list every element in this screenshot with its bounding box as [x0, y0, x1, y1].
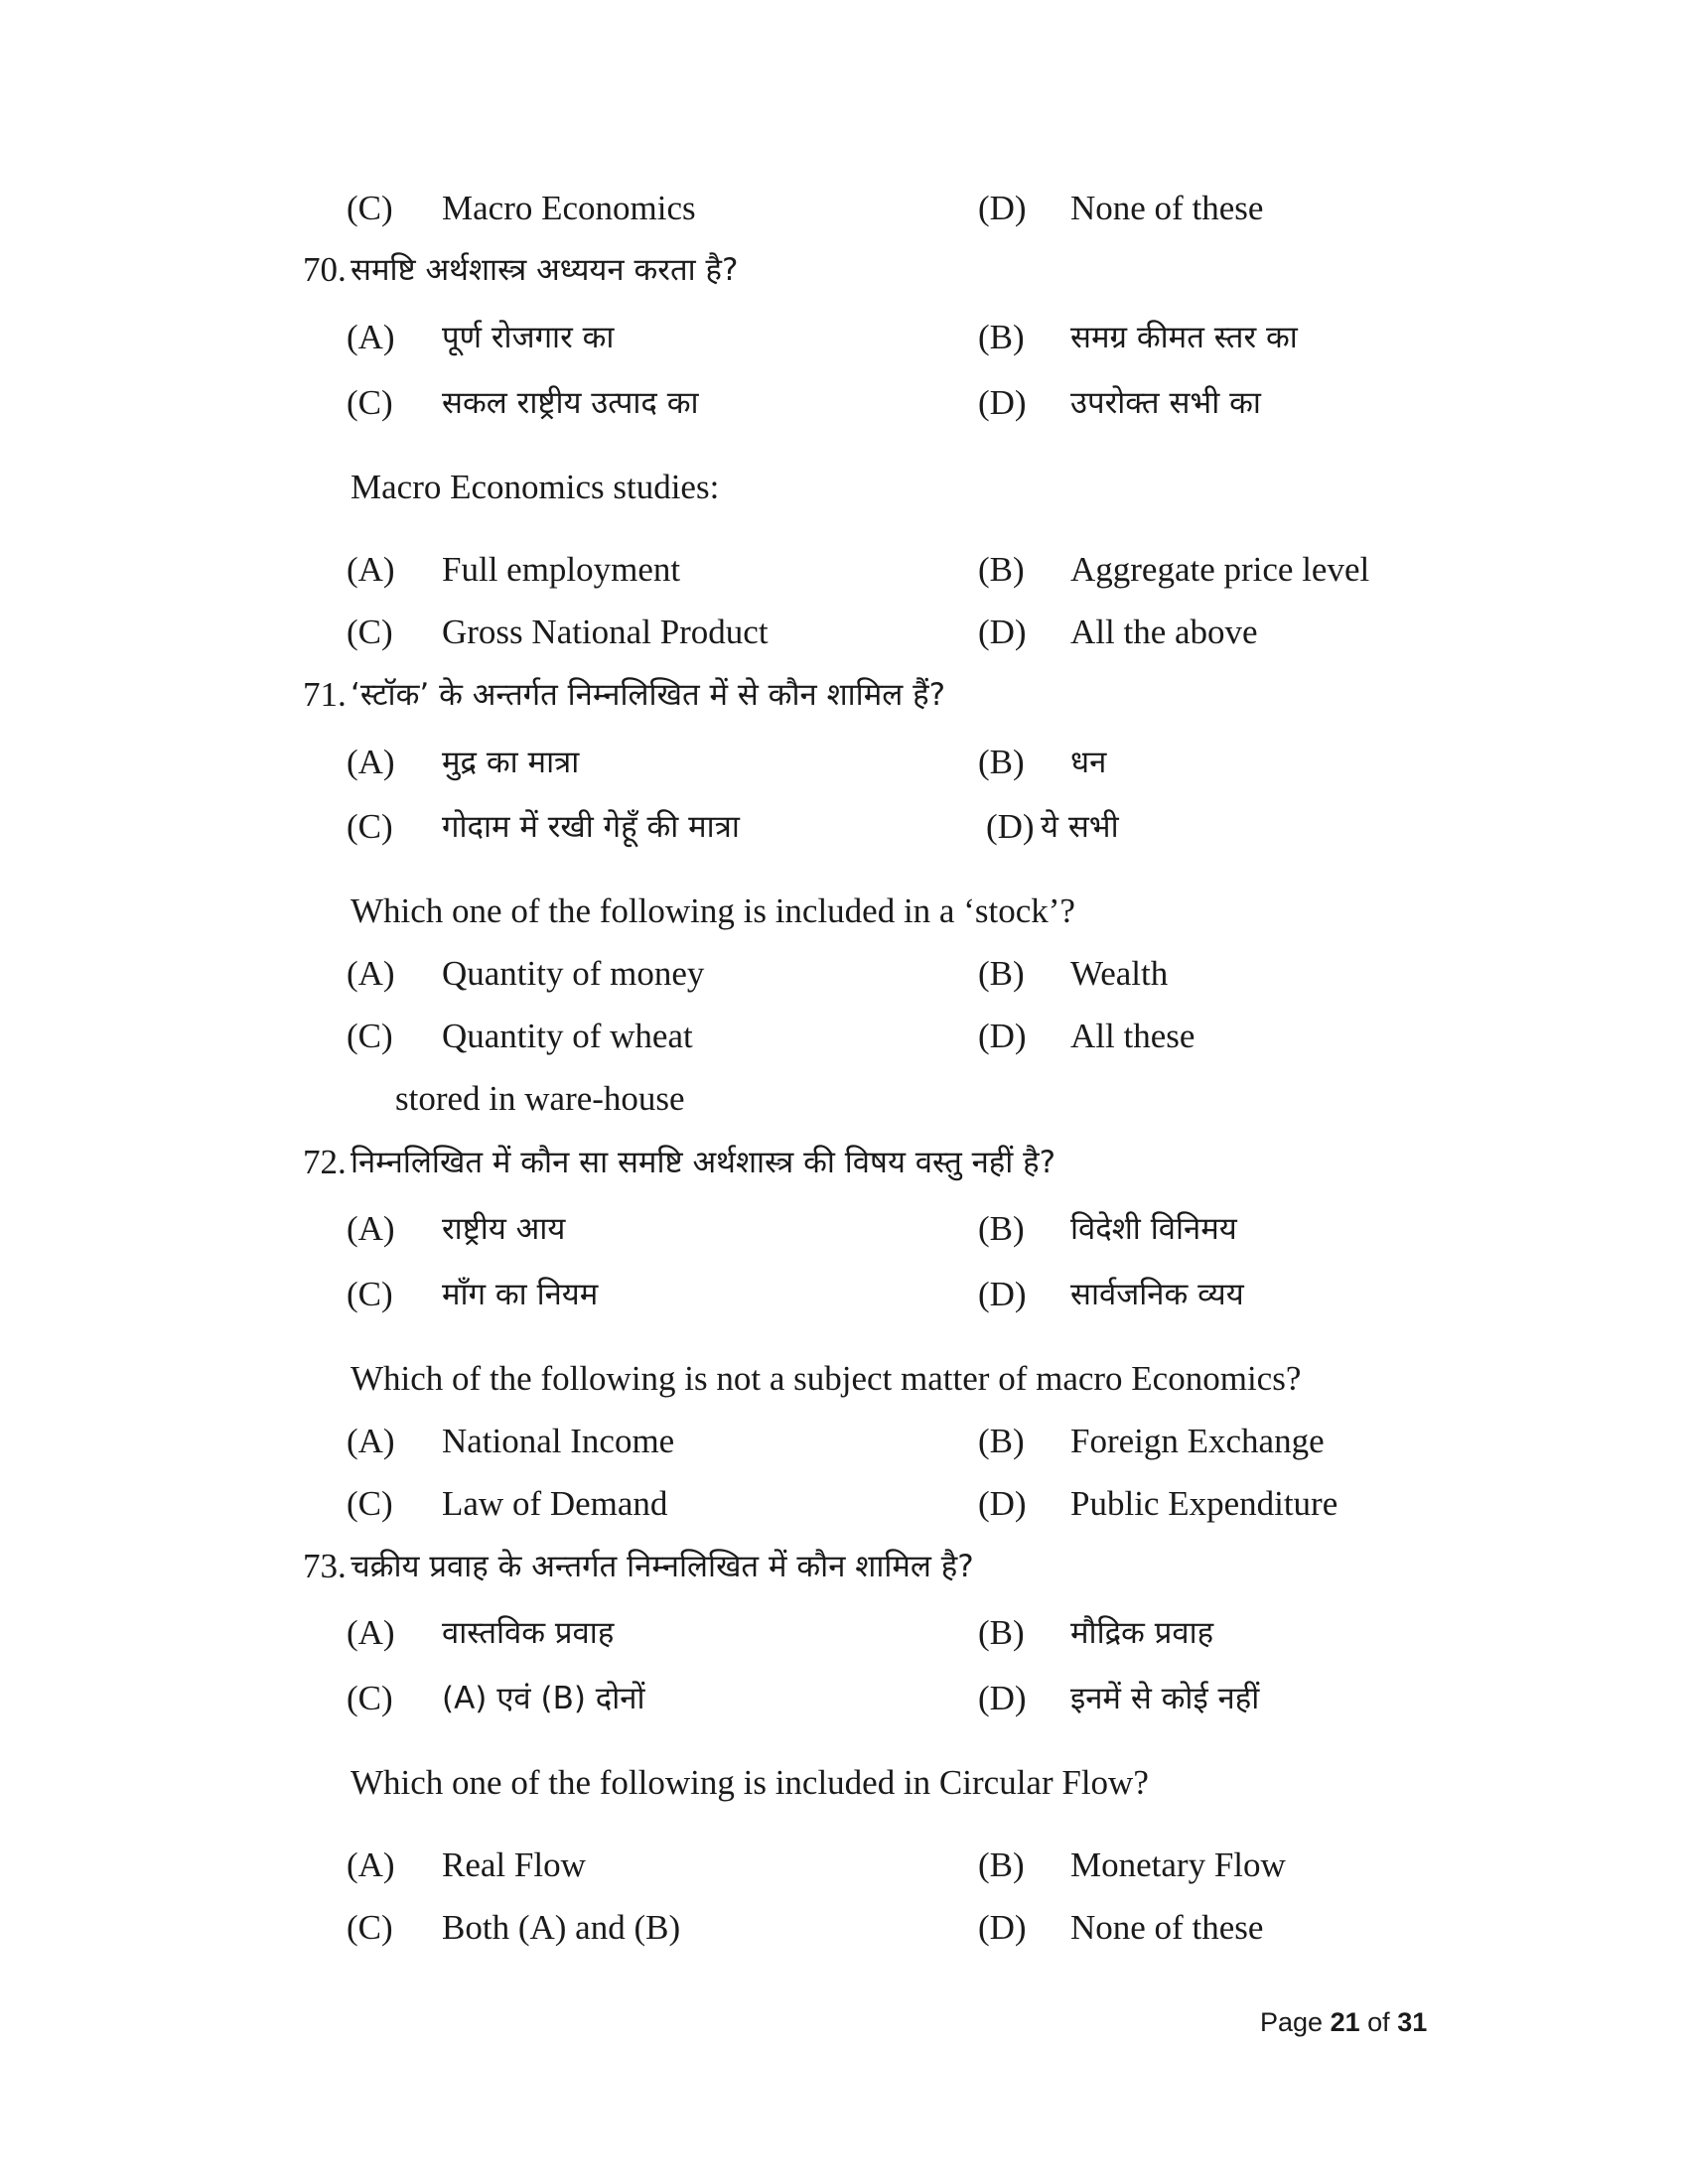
option-text: None of these: [1070, 1908, 1264, 1947]
option-text: All these: [1070, 1017, 1196, 1055]
option-letter: (A): [347, 743, 395, 781]
option-text-hindi: विदेशी विनिमय: [1070, 1211, 1237, 1247]
option-text-hindi: मौद्रिक प्रवाह: [1070, 1615, 1214, 1651]
question-text-hindi: निम्नलिखित में कौन सा समष्टि अर्थशास्त्र की विषय वस्तु नहीं है?: [351, 1145, 1056, 1180]
question-number: 73.: [303, 1547, 347, 1585]
option-letter: (A): [347, 1845, 395, 1884]
page-label: Page: [1260, 2007, 1324, 2037]
option-letter: (B): [978, 1422, 1025, 1460]
question-number: 70.: [303, 250, 347, 289]
option-text-hindi: इनमें से कोई नहीं: [1070, 1681, 1260, 1716]
option-letter: (C): [347, 1679, 393, 1717]
option-text-hindi: धन: [1070, 745, 1107, 780]
option-text: Both (A) and (B): [442, 1908, 681, 1947]
option-letter: (C): [347, 1017, 393, 1055]
question-text-hindi: समष्टि अर्थशास्त्र अध्ययन करता है?: [351, 252, 739, 288]
option-text-hindi: पूर्ण रोजगार का: [442, 320, 615, 355]
option-letter: (A): [347, 550, 395, 589]
option-letter: (D): [978, 613, 1027, 651]
option-letter: (D): [978, 383, 1027, 422]
option-letter: (C): [347, 1275, 393, 1313]
option-text-hindi: गोदाम में रखी गेहूँ की मात्रा: [442, 809, 740, 845]
question-text-english: Macro Economics studies:: [351, 468, 720, 506]
option-letter: (D): [978, 1908, 1027, 1947]
option-letter: (C): [347, 613, 393, 651]
option-text-hindi: मुद्र का मात्रा: [442, 745, 580, 780]
option-text: National Income: [442, 1422, 675, 1460]
option-text: Quantity of wheat: [442, 1017, 693, 1055]
option-text: Foreign Exchange: [1070, 1422, 1325, 1460]
option-letter: (A): [347, 1422, 395, 1460]
page-current: 21: [1330, 2007, 1360, 2037]
option-text: Law of Demand: [442, 1484, 668, 1523]
option-letter: (D): [978, 189, 1027, 227]
option-text: All the above: [1070, 613, 1258, 651]
option-text: Real Flow: [442, 1845, 586, 1884]
option-text: Monetary Flow: [1070, 1845, 1286, 1884]
option-text-continuation: stored in ware-house: [395, 1079, 685, 1118]
question-text-hindi: ‘स्टॉक’ के अन्तर्गत निम्नलिखित में से कौन शामिल हैं?: [351, 677, 946, 713]
option-text-hindi: वास्तविक प्रवाह: [442, 1615, 615, 1651]
option-text: Quantity of money: [442, 954, 705, 993]
option-text: Gross National Product: [442, 613, 769, 651]
option-letter: (A): [347, 1613, 395, 1652]
option-text: Full employment: [442, 550, 681, 589]
option-letter: (C): [347, 383, 393, 422]
option-letter: (C): [347, 189, 393, 227]
option-letter: (C): [347, 807, 393, 846]
option-text: Wealth: [1070, 954, 1169, 993]
page-of: of: [1367, 2007, 1390, 2037]
option-letter: (B): [978, 954, 1025, 993]
option-text: Aggregate price level: [1070, 550, 1370, 589]
option-letter: (B): [978, 318, 1025, 356]
option-text: Public Expenditure: [1070, 1484, 1338, 1523]
option-letter: (D): [978, 1275, 1027, 1313]
page-number: [1260, 2004, 1427, 2040]
option-letter: (B): [978, 1845, 1025, 1884]
option-letter: (B): [978, 550, 1025, 589]
option-text-hindi: सार्वजनिक व्यय: [1070, 1277, 1244, 1312]
option-text-hindi: माँग का नियम: [442, 1277, 599, 1312]
option-letter: (D): [986, 807, 1035, 846]
option-text-hindi: उपरोक्त सभी का: [1070, 385, 1261, 421]
option-letter: (A): [347, 954, 395, 993]
option-text-hindi: सकल राष्ट्रीय उत्पाद का: [442, 385, 699, 421]
option-letter: (C): [347, 1908, 393, 1947]
option-letter: (B): [978, 1613, 1025, 1652]
option-letter: (D): [978, 1679, 1027, 1717]
option-letter: (A): [347, 1209, 395, 1248]
option-letter: (C): [347, 1484, 393, 1523]
option-text: None of these: [1070, 189, 1264, 227]
option-letter: (B): [978, 743, 1025, 781]
question-number: 71.: [303, 675, 347, 714]
question-number: 72.: [303, 1143, 347, 1181]
question-text-hindi: चक्रीय प्रवाह के अन्तर्गत निम्नलिखित में कौन शामिल है?: [351, 1549, 974, 1584]
option-text-hindi: ये सभी: [1041, 809, 1119, 845]
option-letter: (D): [978, 1017, 1027, 1055]
question-text-english: Which one of the following is included in a ‘stock’?: [351, 891, 1075, 930]
page-total: 31: [1397, 2007, 1428, 2037]
option-text-hindi: राष्ट्रीय आय: [442, 1211, 566, 1247]
option-letter: (D): [978, 1484, 1027, 1523]
question-text-english: Which of the following is not a subject matter of macro Economics?: [351, 1359, 1302, 1398]
option-letter: (A): [347, 318, 395, 356]
option-text-hindi: समग्र कीमत स्तर का: [1070, 320, 1298, 355]
option-letter: (B): [978, 1209, 1025, 1248]
question-text-english: Which one of the following is included in Circular Flow?: [351, 1763, 1149, 1802]
option-text: Macro Economics: [442, 189, 696, 227]
option-text-hindi: (A) एवं (B) दोनों: [442, 1681, 645, 1716]
